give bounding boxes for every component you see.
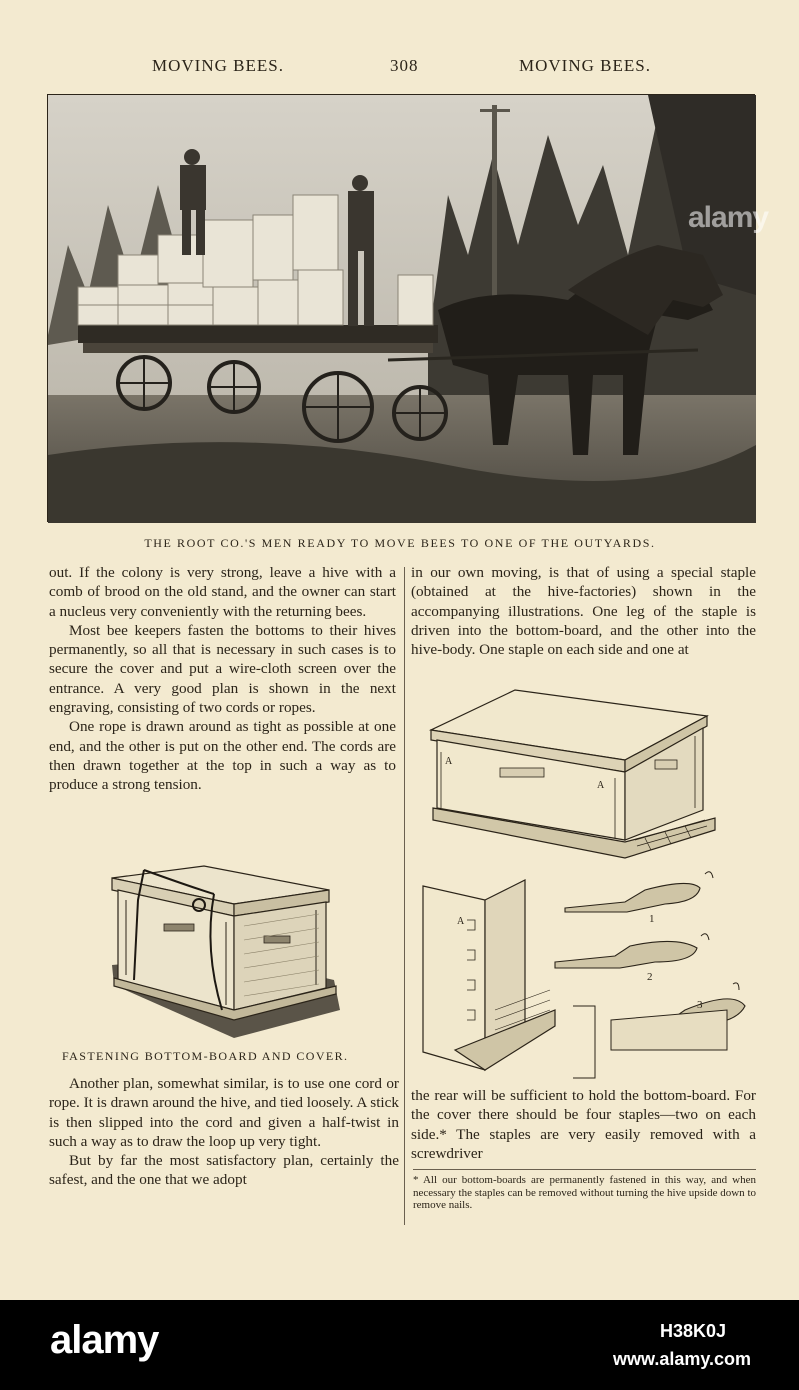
label-1: 1 [649,913,655,925]
figure-staples [415,690,760,1082]
right-column-text-lower [411,1086,756,1163]
photo-watermark: alamy [688,201,769,234]
label-a: A [445,756,453,767]
label-3: 3 [697,999,703,1011]
paragraph: Another plan, somewhat similar, is to use one cord or rope. It is drawn around the hive, and tied loosely. A stick is then slipped into the cord and given a half-twist in such a way as to draw the loop up very tight. [49,1075,399,1150]
footnote: * All our bottom-boards are permanently fastened in this way, and when necessary the staples can be removed without turning the hive upside down to remove nails. [413,1174,756,1211]
left-column-text [49,563,396,795]
staple-engraving [415,690,760,1082]
running-head [0,56,799,80]
paragraph: the rear will be sufficient to hold the bottom-board. For the cover there should be four staples—two on each side.* The staples are very easily removed with a screwdriver [411,1087,756,1162]
paragraph: One rope is drawn around as tight as possible at one end, and the other is put on the other end. The cords are then drawn together at the top in such a way as to produce a strong tension. [49,718,396,794]
footnote-rule [413,1169,756,1170]
hive-with-cords-engraving [104,860,344,1042]
right-column-text [411,563,756,659]
running-head-left: MOVING BEES. [152,56,284,75]
left-column-text-lower [49,1074,399,1190]
paragraph: Most bee keepers fasten the bottoms to their hives permanently, so all that is necessary in such cases is to secure the cover and put a wire-cloth screen over the entrance. A very good plan is shown in the next engraving, consisting of two cords or ropes. [49,621,396,717]
stock-url: www.alamy.com [613,1349,752,1369]
label-2: 2 [647,971,653,983]
page-number: 308 [390,56,419,75]
running-head-right: MOVING BEES. [519,56,651,75]
stock-image-id: H38K0J [660,1321,727,1341]
figure-caption-left: FASTENING BOTTOM-BOARD AND COVER. [62,1049,349,1063]
photo-illustration [48,95,756,523]
paragraph: out. If the colony is very strong, leave a hive with a comb of brood on the old stand, and the owner can start a nucleus very conveniently with the returning bees. [49,564,396,620]
label-a-3: A [457,916,465,927]
paragraph: But by far the most satisfactory plan, certainly the safest, and the one that we adopt [49,1152,399,1189]
column-divider [404,567,405,1225]
figure-hive-with-cords [104,860,344,1042]
paragraph: in our own moving, is that of using a special staple (obtained at the hive-factories) shown in the accompanying illustrations. One leg of the staple is driven into the bottom-board, and the other into the hive-body. One staple on each side and one at [411,564,756,659]
photo-caption: THE ROOT CO.'S MEN READY TO MOVE BEES TO ONE OF THE OUTYARDS. [144,536,656,550]
label-a-2: A [597,780,605,791]
photo-wagon-with-hives [47,94,769,522]
stock-brand-logo: alamy [50,1318,159,1362]
